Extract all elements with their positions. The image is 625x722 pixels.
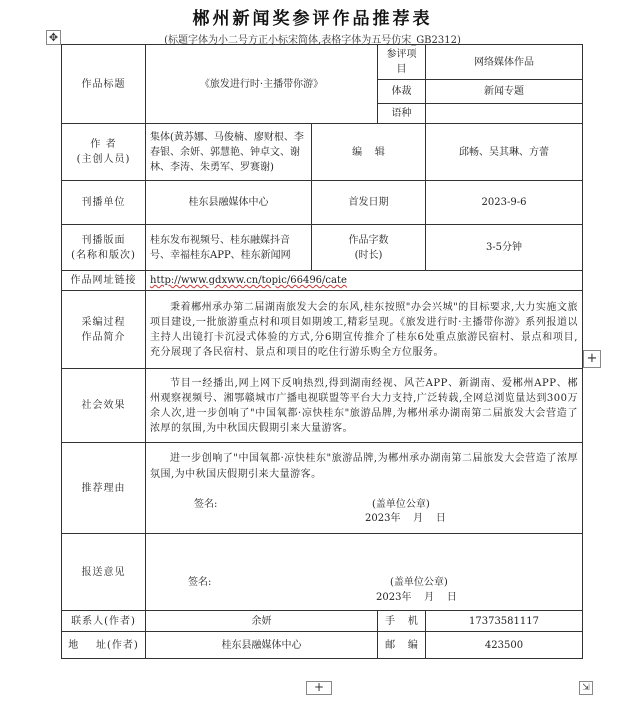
url-label: 作品网址链接 — [62, 271, 146, 291]
submit-opinion-cell[interactable] — [146, 534, 583, 611]
contact-label: 联系人(作者) — [62, 611, 146, 632]
submit-date: 2023年 月 日 — [376, 592, 457, 603]
language-value[interactable] — [426, 104, 583, 124]
url-cell — [146, 271, 583, 291]
submit-opinion-label: 报送意见 — [62, 534, 146, 611]
reason-label: 推荐理由 — [62, 443, 146, 534]
effect-value[interactable]: 节目一经播出,网上网下反响热烈,得到湖南经视、风芒APP、新湖南、爱郴州APP、郴州观察视频号、湘鄂赣城市广播电视联盟等平台大力支持,广泛转载,全网总浏览量达到300万余人次,进一步创响了"中国氧都·凉快桂东"旅游品牌,为郴州承办湖南第二届旅发大会营造了浓厚的氛围,为中秋国庆假期引来大量游客。 — [146, 369, 583, 443]
phone-label: 手 机 — [378, 611, 426, 632]
submit-stamp-note: (盖单位公章) — [390, 577, 448, 588]
submit-sign-label: 签名: — [188, 577, 212, 588]
length-label: 作品字数 (时长) — [312, 225, 426, 271]
page-label: 刊播版面 (名称和版次) — [62, 225, 146, 271]
reason-cell[interactable] — [146, 443, 583, 534]
genre-label: 体裁 — [378, 80, 426, 104]
reason-sign-label: 签名: — [194, 499, 218, 510]
address-label: 地 址(作者) — [62, 632, 146, 659]
contact-value[interactable]: 余妍 — [146, 611, 378, 632]
page-title: 郴州新闻奖参评作品推荐表 — [192, 9, 433, 29]
editor-value[interactable]: 邱畅、吴其琳、方蕾 — [426, 124, 583, 181]
reason-stamp-note: (盖单位公章) — [372, 499, 430, 510]
first-pub-date-label: 首发日期 — [312, 181, 426, 225]
postcode-label: 邮 编 — [378, 632, 426, 659]
reason-date: 2023年 月 日 — [365, 513, 446, 524]
length-value[interactable]: 3-5分钟 — [426, 225, 583, 271]
author-label: 作 者 (主创人员) — [62, 124, 146, 181]
author-value[interactable]: 集体(黄苏娜、马俊楠、廖财根、李春银、余妍、郭慧艳、钟卓文、谢林、李涛、朱勇军、罗赛谢) — [146, 124, 312, 181]
recommendation-form-table — [61, 44, 583, 659]
add-row-bottom-plus-icon[interactable]: + — [306, 681, 332, 695]
submit-signature-block — [150, 573, 578, 607]
effect-label: 社会效果 — [62, 369, 146, 443]
language-label: 语种 — [378, 104, 426, 124]
plus-icon[interactable]: + — [583, 350, 601, 368]
work-url-link[interactable]: http://www.gdxww.cn/topic/66496/cate — [150, 275, 347, 286]
editor-label: 编 辑 — [312, 124, 426, 181]
first-pub-date-value[interactable]: 2023-9-6 — [426, 181, 583, 225]
work-title-value[interactable]: 《旅发进行时·主播带你游》 — [146, 45, 378, 124]
publisher-label: 刊播单位 — [62, 181, 146, 225]
genre-value[interactable]: 新闻专题 — [426, 80, 583, 104]
move-arrows-icon[interactable]: ✥ — [46, 30, 61, 45]
reason-value: 进一步创响了"中国氧都·凉快桂东"旅游品牌,为郴州承办湖南第二届旅发大会营造了浓厚氛围,为中秋国庆假期引来大量游客。 — [150, 453, 578, 480]
postcode-value[interactable]: 423500 — [426, 632, 583, 659]
category-value[interactable]: 网络媒体作品 — [426, 45, 583, 80]
summary-value[interactable]: 秉着郴州承办第二届湖南旅发大会的东风,桂东按照"办会兴城"的目标要求,大力实施文旅项目建设,一批旅游重点村和项目如期竣工,精彩呈现。《旅发进行时·主播带你游》系列报道以主持人出镜打卡沉浸式体验的方式,分6期宣传推介了桂东6处重点旅游民宿村、景点和项目,充分展现了各民宿村、景点和项目的吃住行游乐购全方位服务。 — [146, 291, 583, 369]
page-value[interactable]: 桂东发布视频号、桂东融媒抖音号、幸福桂东APP、桂东新闻网 — [146, 225, 312, 271]
category-label: 参评项目 — [378, 45, 426, 80]
address-value[interactable]: 桂东县融媒体中心 — [146, 632, 378, 659]
reason-signature-block — [150, 493, 578, 531]
work-title-label: 作品标题 — [62, 45, 146, 124]
summary-label: 采编过程 作品简介 — [62, 291, 146, 369]
resize-corner-icon[interactable]: ⇲ — [579, 681, 593, 695]
phone-value[interactable]: 17373581117 — [426, 611, 583, 632]
publisher-value[interactable]: 桂东县融媒体中心 — [146, 181, 312, 225]
page-subtitle: (标题字体为小二号方正小标宋简体,表格字体为五号仿宋_GB2312) — [164, 35, 461, 46]
